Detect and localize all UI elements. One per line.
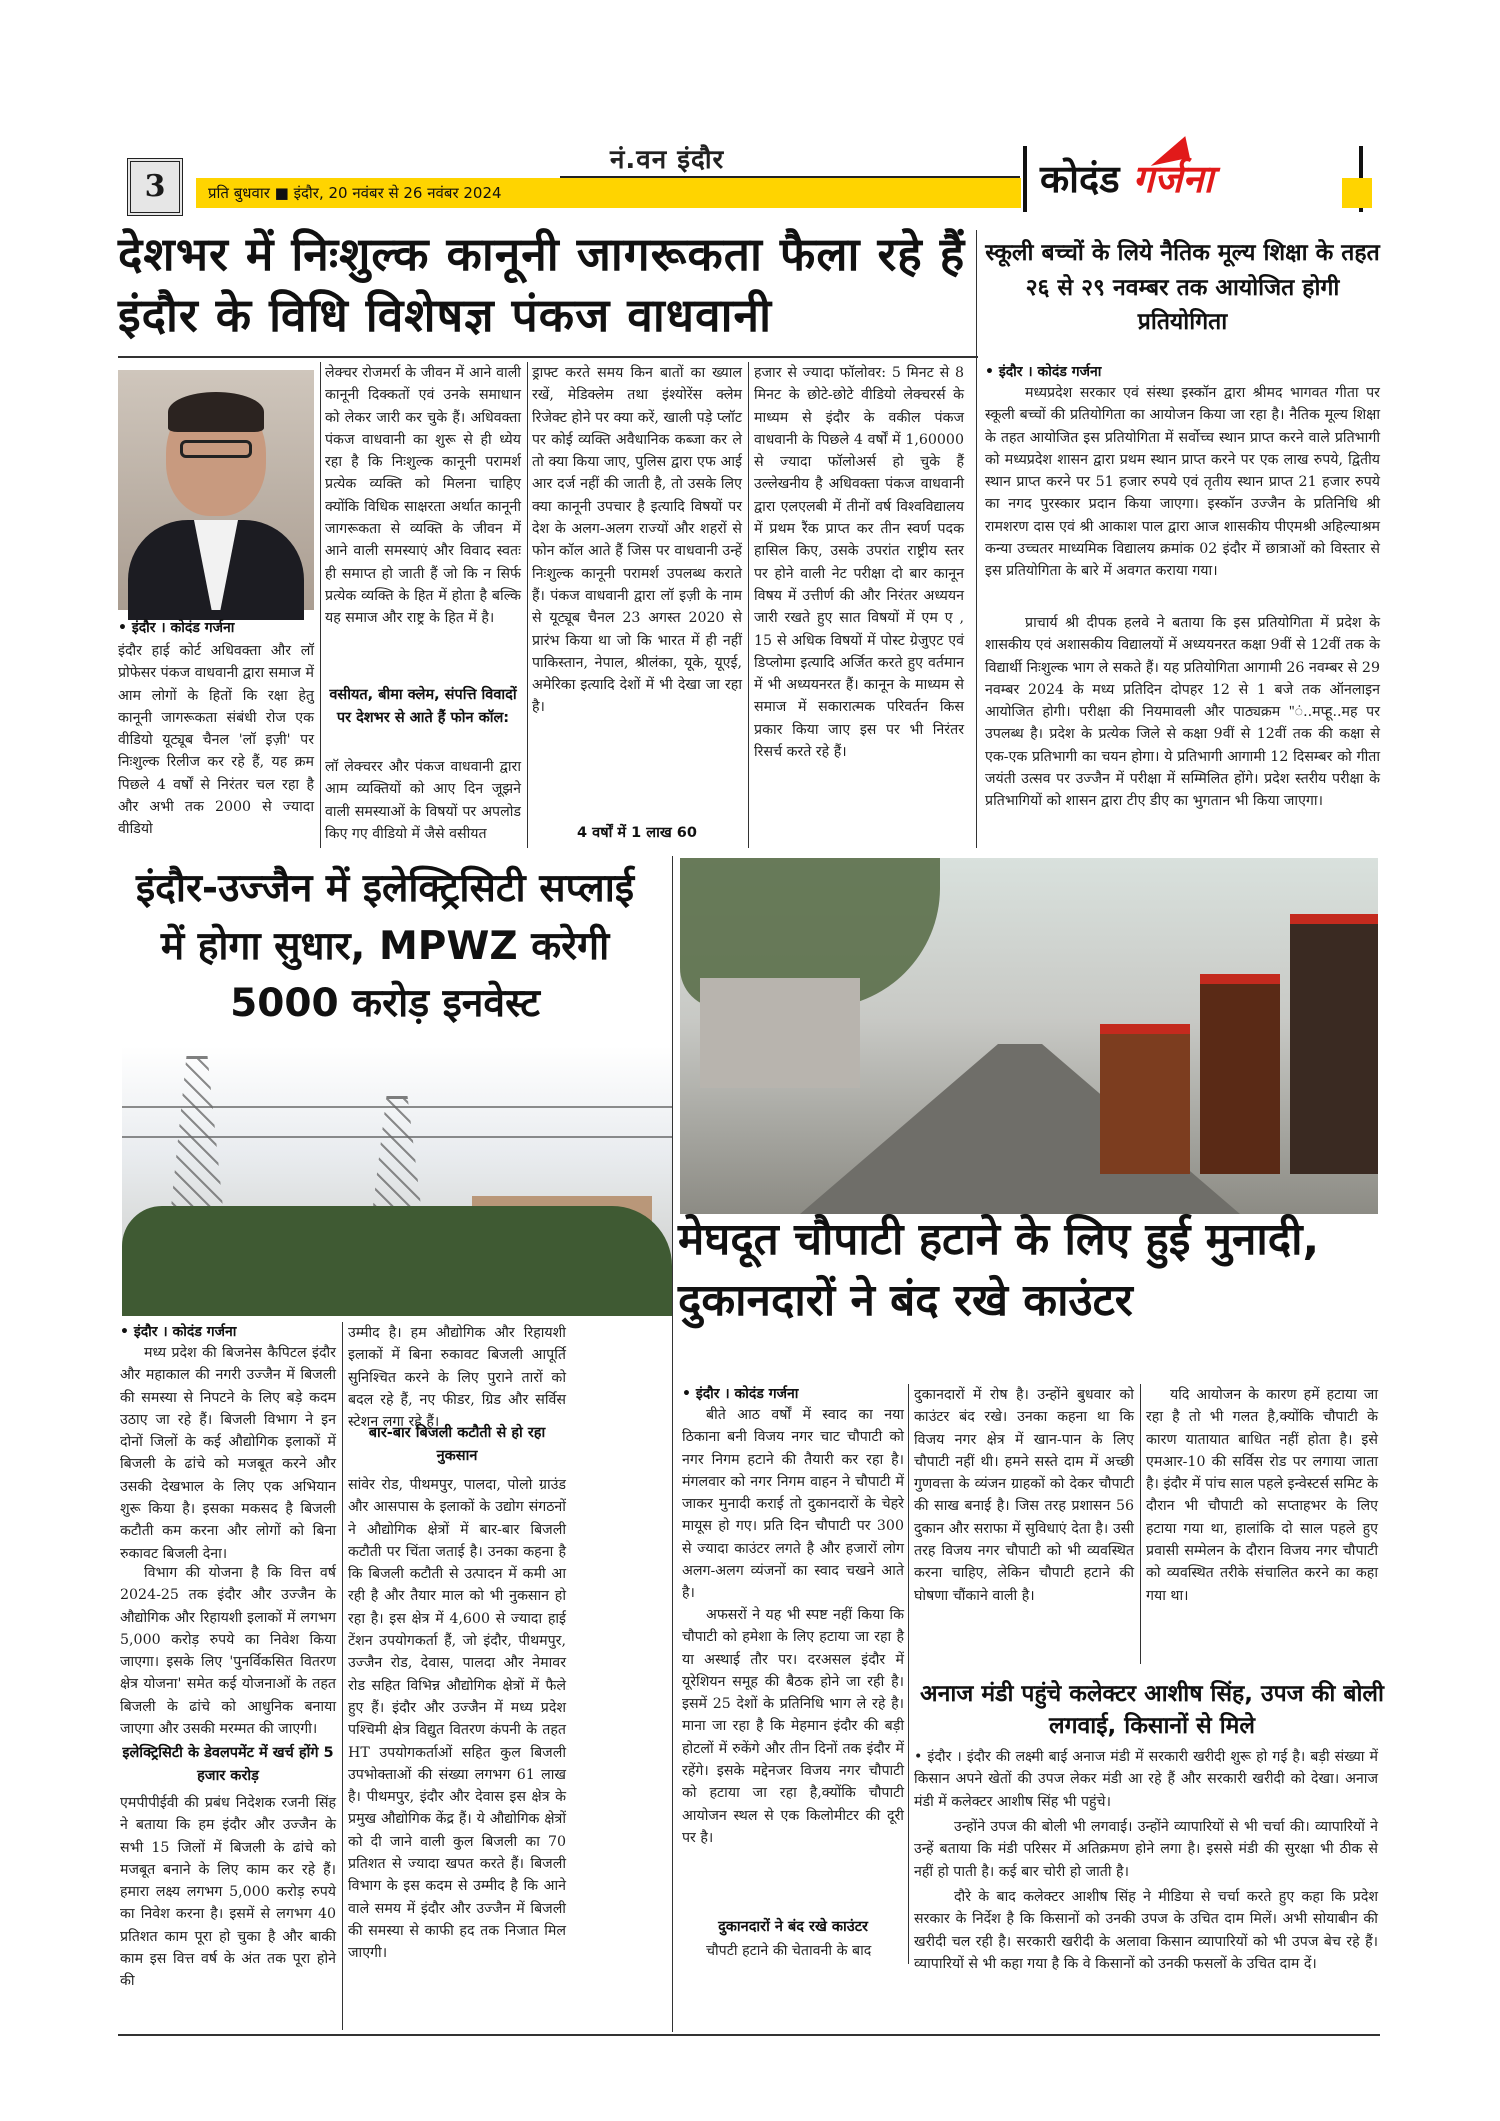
meghdoot-col1b: अफसरों ने यह भी स्पष्ट नहीं किया कि चौपाटी को हमेशा के लिए हटाया जा रहा है या अस्थाई तौर पर। दरअसल इंदौर में यूरेशियन समूह की बैठक होने जा रही है। इसमें 25 देशों के प्रतिनिधि भाग ले रहे है। माना जा रहा है कि मेहमान इंदौर की बड़ी होटलों में रुकेंगे और तीन दिनों तक इंदौर में रहेंगे। इसके मद्देनजर विजय नगर चौपाटी को हटाया जा रहा है,क्योंकि चौपाटी आयोजन स्थल से एक किलोमीटर की दूरी पर है। [682, 1607, 904, 1846]
meghdoot-subhead-counters: दुकानदारों ने बंद रखे काउंटर [718, 1919, 868, 1935]
school-byline: • इंदौर । कोदंड गर्जना [985, 364, 1102, 380]
column-rule [527, 362, 528, 848]
dateline: प्रति बुधवार ■ इंदौर, 20 नवंबर से 26 नवंबर 2024 [208, 184, 502, 202]
main-subhead-calls: वसीयत, बीमा क्लेम, संपत्ति विवादों पर देशभर से आते हैं फोन कॉल: [329, 687, 517, 727]
column-rule [976, 230, 977, 848]
school-body-2: प्राचार्य श्री दीपक हलवे ने बताया कि इस प्रतियोगिता में प्रदेश के शासकीय एवं अशासकीय विद्यालयों में अध्ययनरत कक्षा 9वीं से 12वीं तक के विद्यार्थी निःशुल्क भाग ले सकते हैं। यह प्रतियोगिता आगामी 26 नवम्बर से 29 नवम्बर 2024 के मध्य प्रतिदिन दोपहर 12 से 1 बजे तक ऑनलाइन आयोजित होगी। परीक्षा की नियमावली और पाठ्यक्रम "ं..मप्हू..मह पर उपलब्ध है। प्रदेश के प्रत्येक जिले से कक्षा 9वीं से 12वीं तक की कक्षा से एक-एक प्रतिभागी का चयन होगा। ये प्रतिभागी आगामी 12 दिसम्बर को गीता जयंती उत्सव पर उज्जैन में परीक्षा में सम्मिलित होंगे। प्रदेश स्तरीय परीक्षा के प्रतिभागियों को शासन द्वारा टीए डीए का भुगतान भी किया जाएगा। [985, 615, 1380, 810]
masthead-logo-part2: गर्जना [1132, 157, 1214, 201]
meghdoot-byline: • इंदौर । कोदंड गर्जना [682, 1386, 799, 1402]
electricity-subhead-investment: इलेक्ट्रिसिटी के डेवलपमेंट में खर्च होंगे 5 हजार करोड़ [122, 1745, 334, 1785]
header-rule [560, 176, 1020, 178]
electricity-col2b: सांवेर रोड, पीथमपुर, पालदा, पोलो ग्राउंड और आसपास के इलाकों के उद्योग संगठनों ने औद्योगिक क्षेत्रों में बार-बार बिजली कटौती पर चिंता जताई है। उनका कहना है कि बिजली कटौती से उत्पादन में कमी आ रही है और तैयार माल को भी नुकसान हो रहा है। इस क्षेत्र में 4,600 से ज्यादा हाई टेंशन उपयोगकर्ता हैं, जो इंदौर, पीथमपुर, उज्जैन रोड, देवास, पालदा और नेमावर रोड सहित विभिन्न औद्योगिक क्षेत्रों में फैले हुए हैं। इंदौर और उज्जैन में मध्य प्रदेश पश्चिमी क्षेत्र विद्युत वितरण कंपनी के तहत HT उपयोगकर्ताओं सहित कुल बिजली उपभोक्ताओं की संख्या लगभग 61 लाख है। पीथमपुर, इंदौर और देवास इस क्षेत्र के प्रमुख औद्योगिक केंद्र हैं। ये औद्योगिक क्षेत्रों को दी जाने वाली कुल बिजली का 70 प्रतिशत से ज्यादा खपत करते हैं। बिजली विभाग के इस कदम से उम्मीद है कि आने वाले समय में इंदौर और उज्जैन में बिजली की समस्या से काफी हद तक निजात मिल जाएगी। [348, 1477, 566, 1962]
main-col2b: लॉ लेक्चरर और पंकज वाधवानी द्वारा आम व्यक्तियों को आए दिन जूझने वाली समस्याओं के विषयों पर अपलोड किए गए वीडियो में जैसे वसीयत [325, 759, 521, 842]
lawyer-photo [118, 370, 314, 610]
meghdoot-col3: यदि आयोजन के कारण हमें हटाया जा रहा है तो भी गलत है,क्योंकि चौपाटी के कारण यातायात बाधित नहीं होता है। इसे एमआर-10 की सर्विस रोड पर लगाया जाता है। इंदौर में पांच साल पहले इन्वेस्टर्स समिट के दौरान भी चौपाटी को सप्ताहभर के लिए हटाया गया था, हालांकि दो साल पहले हुए प्रवासी सम्मेलन के दौरान विजय नगर चौपाटी को व्यवस्थित तरीके संचालित करने का कहा गया था। [1146, 1387, 1378, 1604]
column-rule [672, 856, 673, 2032]
meghdoot-col1c: चौपटी हटाने की चेतावनी के बाद [706, 1943, 872, 1959]
page-number: 3 [127, 158, 183, 216]
edition-name: नं.वन इंदौर [610, 145, 725, 175]
column-rule [320, 362, 321, 848]
anaj-mandi-body-2: उन्होंने उपज की बोली भी लगवाई। उन्होंने व्यापारियों से भी चर्चा की। व्यापारियों ने उन्हें बताया कि मंडी परिसर में अतिक्रमण होने लगा है। इससे मंडी की सुरक्षा भी ठीक से नहीं हो पाती है। कई बार चोरी हो जाती है। [914, 1819, 1378, 1880]
chaupati-street-photo [680, 858, 1378, 1214]
column-rule [342, 1322, 343, 2030]
meghdoot-headline: मेघदूत चौपाटी हटाने के लिए हुई मुनादी, दुकानदारों ने बंद रखे काउंटर [678, 1214, 1320, 1326]
masthead-logo [1040, 152, 1213, 204]
electricity-col2: उम्मीद है। हम औद्योगिक और रिहायशी इलाकों में बिना रुकावट बिजली आपूर्ति सुनिश्चित करने के लिए पुराने तारों को बदल रहे हैं, नए फीडर, ग्रिड और सर्विस स्टेशन लगा रहे हैं। [348, 1325, 566, 1431]
main-col1: इंदौर हाई कोर्ट अधिवक्ता और लॉ प्रोफेसर पंकज वाधवानी द्वारा समाज में आम लोगों के हितों कि रक्षा हेतु कानूनी जागरूकता संबंधी रोज एक वीडियो यूट्यूब चैनल 'लॉ इज़ी' पर निःशुल्क रिलीज कर रहे हैं, यह क्रम पिछले 4 वर्षों से निरंतर चल रहा है और अभी तक 2000 से ज्यादा वीडियो [118, 643, 314, 838]
masthead-band [1342, 178, 1372, 208]
electricity-subhead-loss: बार-बार बिजली कटौती से हो रहा नुकसान [368, 1425, 546, 1465]
electricity-col1b: विभाग की योजना है कि वित्त वर्ष 2024-25 तक इंदौर और उज्जैन के औद्योगिक और रिहायशी इलाकों में लगभग 5,000 करोड़ रुपये का निवेश किया जाएगा। इसके लिए 'पुनर्विकसित वितरण क्षेत्र योजना' समेत कई योजनाओं के तहत बिजली के ढांचे को आधुनिक बनाया जाएगा और उसकी मरम्मत की जाएगी। [120, 1565, 336, 1738]
electricity-col1: मध्य प्रदेश की बिजनेस कैपिटल इंदौर और महाकाल की नगरी उज्जैन में बिजली की समस्या से निपटने के लिए बड़े कदम उठाए जा रहे हैं। बिजली विभाग ने इन दोनों जिलों के कई औद्योगिक इलाकों में बिजली के ढांचे को मजबूत करने और उसकी देखभाल के लिए एक अभियान शुरू किया है। इसका मकसद है बिजली कटौती कम करना और लोगों को बिना रुकावट बिजली देना। [120, 1345, 336, 1562]
headline-rule [118, 356, 978, 358]
page-bottom-rule [118, 2034, 1380, 2036]
anaj-mandi-body-3: दौरे के बाद कलेक्टर आशीष सिंह ने मीडिया से चर्चा करते हुए कहा कि प्रदेश सरकार के निर्देश है कि किसानों को उनकी उपज के उचित दाम मिलें। अभी सोयाबीन की खरीदी चल रही है। सरकारी खरीदी के अलावा किसान व्यापारियों को भी उपज बेच रहे हैं। व्यापारियों से भी कहा गया है कि वे किसानों को उनकी फसलों के उचित दाम दें। [914, 1889, 1378, 1972]
electricity-headline: इंदौर-उज्जैन में इलेक्ट्रिसिटी सप्लाई में होगा सुधार, MPWZ करेगी 5000 करोड़ इनवेस्ट [135, 866, 634, 1027]
column-rule [1140, 1384, 1141, 1664]
main-headline: देशभर में निःशुल्क कानूनी जागरूकता फैला रहे हैं इंदौर के विधि विशेषज्ञ पंकज वाधवानी [118, 227, 966, 342]
main-subhead-followers: 4 वर्षों में 1 लाख 60 [577, 825, 697, 841]
anaj-mandi-body: • इंदौर । इंदौर की लक्ष्मी बाई अनाज मंडी में सरकारी खरीदी शुरू हो गई है। बड़ी संख्या में किसान अपने खेतों की उपज लेकर मंडी आ रहे हैं और सरकारी खरीदी को देखा। अनाज मंडी में कलेक्टर आशीष सिंह भी पहुंचे। [914, 1749, 1378, 1810]
anaj-mandi-headline: अनाज मंडी पहुंचे कलेक्टर आशीष सिंह, उपज की बोली लगवाई, किसानों से मिले [920, 1681, 1384, 1740]
main-col3: ड्राफ्ट करते समय किन बातों का ख्याल रखें, मेडिक्लेम तथा इंश्योरेंस क्लेम रिजेक्ट होने पर क्या करें, खाली पड़े प्लॉट पर कोई व्यक्ति अवैधानिक कब्जा कर ले तो क्या किया जाए, पुलिस द्वारा एफ आई आर दर्ज नहीं की जाती है, तो उसके लिए क्या कानूनी उपचार है इत्यादि विषयों पर देश के अलग-अलग राज्यों और शहरों से फोन कॉल आते हैं जिस पर वाधवानी उन्हें निःशुल्क कानूनी परामर्श उपलब्ध कराते हैं। पंकज वाधवानी द्वारा लॉ इज़ी के नाम से यूट्यूब चैनल 23 अगस्त 2020 से प्रारंभ किया था जो कि भारत में ही नहीं पाकिस्तान, नेपाल, श्रीलंका, यूके, यूएई, अमेरिका इत्यादि देशों में भी देखा जा रहा है। [532, 365, 742, 716]
meghdoot-col2: दुकानदारों में रोष है। उन्होंने बुधवार को काउंटर बंद रखे। उनका कहना था कि विजय नगर क्षेत्र में खान-पान के लिए चौपाटी नहीं थी। हमने सस्ते दाम में अच्छी गुणवत्ता के व्यंजन ग्राहकों को देकर चौपाटी की साख बनाई है। जिस तरह प्रशासन 56 दुकान और सराफा में सुविधाएं देता है। उसी तरह विजय नगर चौपाटी को भी व्यवस्थित करना चाहिए, लेकिन चौपाटी हटाने की घोषणा चौंकाने वाली है। [914, 1387, 1134, 1604]
school-headline: स्कूली बच्चों के लिये नैतिक मूल्य शिक्षा के तहत २६ से २९ नवम्बर तक आयोजित होगी प्रतियोगिता [985, 240, 1380, 335]
power-substation-photo [122, 1046, 672, 1316]
column-rule [908, 1384, 909, 1964]
main-col4: हजार से ज्यादा फॉलोवर: 5 मिनट से 8 मिनट के छोटे-छोटे वीडियो लेक्चरर्स के माध्यम से इंदौर के वकील पंकज वाधवानी के पिछले 4 वर्षों में 1,60000 से ज्यादा फॉलोअर्स हो चुके हैं उल्लेखनीय है अधिवक्ता पंकज वाधवानी द्वारा एलएलबी में तीनों वर्ष विश्वविद्यालय में प्रथम रैंक प्राप्त कर तीन स्वर्ण पदक हासिल किए, उसके उपरांत राष्ट्रीय स्तर पर होने वाली नेट परीक्षा दो बार कानून विषय में उत्तीर्ण की और निरंतर अध्ययन जारी रखते हुए सात विषयों में एम ए , 15 से अधिक विषयों में पोस्ट ग्रेजुएट एवं डिप्लोमा इत्यादि अर्जित करते हुए वर्तमान में भी अध्ययनरत हैं। कानून के माध्यम से समाज में सकारात्मक परिवर्तन किस प्रकार किया जाए इस पर भी निरंतर रिसर्च करते रहे हैं। [754, 365, 964, 761]
main-byline: • इंदौर । कोदंड गर्जना [118, 620, 235, 636]
meghdoot-col1: बीते आठ वर्षों में स्वाद का नया ठिकाना बनी विजय नगर चाट चौपाटी को नगर निगम हटाने की तैयारी कर रहा है। मंगलवार को नगर निगम वाहन ने चौपाटी में जाकर मुनादी कराई तो दुकानदारों के चेहरे मायूस हो गए। प्रति दिन चौपाटी पर 300 से ज्यादा काउंटर लगते है और हजारों लोग अलग-अलग व्यंजनों का स्वाद चखने आते है। [682, 1407, 904, 1602]
masthead-logo-part1: कोदंड [1040, 157, 1120, 201]
electricity-byline: • इंदौर । कोदंड गर्जना [120, 1324, 237, 1340]
school-body: मध्यप्रदेश सरकार एवं संस्था इस्कॉन द्वारा श्रीमद भागवत गीता पर स्कूली बच्चों की प्रतियोगिता का आयोजन किया जा रहा है। नैतिक मूल्य शिक्षा के तहत आयोजित इस प्रतियोगिता में सर्वोच्च स्थान प्राप्त करने वाले प्रतिभागी को मध्यप्रदेश शासन द्वारा प्रथम स्थान प्राप्त करने पर एक लाख रुपये, द्वितीय स्थान प्राप्त करने पर 51 हजार रुपये एवं तृतीय स्थान प्राप्त 21 हजार रुपये का नगद पुरस्कार प्रदान किया जाएगा। इस्कॉन उज्जैन के प्रतिनिधि श्री रामशरण दास एवं श्री आकाश पाल द्वारा आज शासकीय पीएमश्री अहिल्याश्रम कन्या उच्चतर माध्यमिक विद्यालय क्रमांक 02 इंदौर में छात्राओं को विस्तार से इस प्रतियोगिता के बारे में अवगत कराया गया। [985, 385, 1380, 580]
electricity-col1c: एमपीपीईवी की प्रबंध निदेशक रजनी सिंह ने बताया कि हम इंदौर और उज्जैन के सभी 15 जिलों में बिजली के ढांचे को मजबूत बनाने के लिए काम कर रहे हैं। हमारा लक्ष्य लगभग 5,000 करोड़ रुपये का निवेश करना है। इसमें से लगभग 40 प्रतिशत काम पूरा हो चुका है और बाकी काम इस वित्त वर्ष के अंत तक पूरा होने की [120, 1795, 336, 1990]
column-rule [748, 362, 749, 848]
main-col2: लेक्चर रोजमर्रा के जीवन में आने वाली कानूनी दिक्कतों एवं उनके समाधान को लेकर जारी कर चुके हैं। अधिवक्ता पंकज वाधवानी का शुरू से ही ध्येय रहा है कि निःशुल्क कानूनी परामर्श प्रत्येक व्यक्ति को मिलना चाहिए क्योंकि विधिक साक्षरता अर्थात कानूनी जागरूकता से व्यक्ति के जीवन में आने वाली समस्याएं और विवाद स्वतः ही समाप्त हो जाती हैं जो कि न सिर्फ प्रत्येक व्यक्ति के हित में होता है बल्कि यह समाज और राष्ट्र के हित में है। [325, 365, 521, 627]
